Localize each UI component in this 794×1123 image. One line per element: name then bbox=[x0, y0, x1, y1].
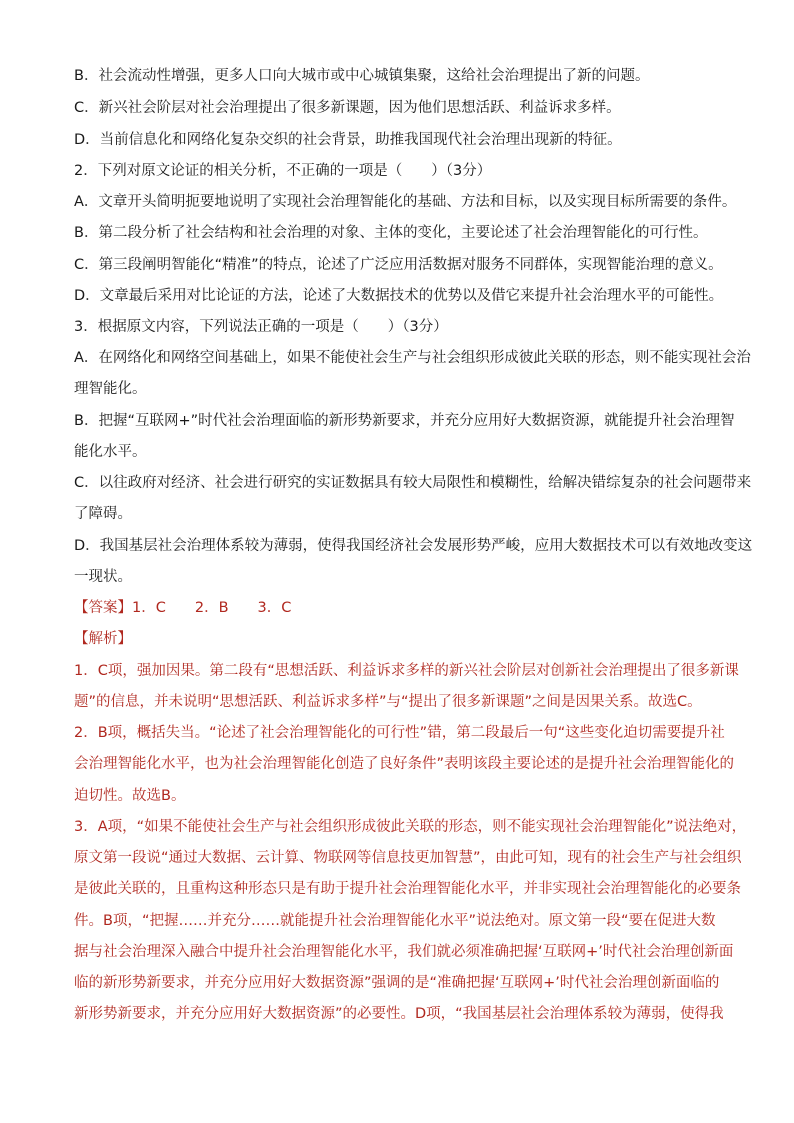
analysis-3-line7: 新形势新要求，并充分应用好大数据资源”的必要性。D项，“我国基层社会治理体系较为薄弱，使得我 bbox=[74, 1006, 724, 1022]
option-3d-line1: D．我国基层社会治理体系较为薄弱，使得我国经济社会发展形势严峻，应用大数据技术可以有效地改变这 bbox=[74, 538, 753, 554]
option-3a-line1: A．在网络化和网络空间基础上，如果不能使社会生产与社会组织形成彼此关联的形态，则不能实现社会治 bbox=[74, 350, 751, 366]
analysis-3-line6: 临的新形势新要求，并充分应用好大数据资源”强调的是“准确把握‘互联网+’时代社会治理创新面临的 bbox=[74, 975, 720, 991]
analysis-heading: 【解析】 bbox=[74, 631, 132, 647]
option-3c-line2: 了障碍。 bbox=[74, 506, 132, 522]
question-3-stem: 3．根据原文内容，下列说法正确的一项是（ ）（3分） bbox=[74, 319, 448, 335]
option-3b-line2: 能化水平。 bbox=[74, 444, 147, 460]
option-1c: C．新兴社会阶层对社会治理提出了很多新课题，因为他们思想活跃、利益诉求多样。 bbox=[74, 100, 621, 116]
answer-key: 【答案】1．C 2．B 3．C bbox=[74, 600, 292, 616]
option-2b: B．第二段分析了社会结构和社会治理的对象、主体的变化，主要论述了社会治理智能化的可行性。 bbox=[74, 225, 708, 241]
option-2d: D．文章最后采用对比论证的方法，论述了大数据技术的优势以及借它来提升社会治理水平的可能性。 bbox=[74, 288, 724, 304]
analysis-3-line1: 3．A项，“如果不能使社会生产与社会组织形成彼此关联的形态，则不能实现社会治理智能化”说法绝对， bbox=[74, 819, 747, 835]
analysis-1-line2: 题”的信息，并未说明“思想活跃、利益诉求多样”与“提出了很多新课题”之间是因果关系。故选C。 bbox=[74, 694, 702, 710]
option-2c: C．第三段阐明智能化“精准”的特点，论述了广泛应用活数据对服务不同群体，实现智能治理的意义。 bbox=[74, 257, 723, 273]
option-1d: D．当前信息化和网络化复杂交织的社会背景，助推我国现代社会治理出现新的特征。 bbox=[74, 132, 622, 148]
analysis-1-line1: 1．C项，强加因果。第二段有“思想活跃、利益诉求多样的新兴社会阶层对创新社会治理提出了很多新课 bbox=[74, 663, 739, 679]
option-3c-line1: C．以往政府对经济、社会进行研究的实证数据具有较大局限性和模糊性，给解决错综复杂的社会问题带来 bbox=[74, 475, 752, 491]
analysis-3-line5: 据与社会治理深入融合中提升社会治理智能化水平，我们就必须准确把握‘互联网+’时代社会治理创新面 bbox=[74, 944, 734, 960]
option-3a-line2: 理智能化。 bbox=[74, 381, 147, 397]
analysis-2-line1: 2．B项，概括失当。“论述了社会治理智能化的可行性”错，第二段最后一句“这些变化迫切需要提升社 bbox=[74, 725, 725, 741]
analysis-3-line3: 是彼此关联的，且重构这种形态只是有助于提升社会治理智能化水平，并非实现社会治理智能化的必要条 bbox=[74, 881, 741, 897]
option-3d-line2: 一现状。 bbox=[74, 569, 132, 585]
analysis-2-line3: 迫切性。故选B。 bbox=[74, 788, 186, 804]
option-3b-line1: B．把握“互联网+”时代社会治理面临的新形势新要求，并充分应用好大数据资源，就能提升社会治理智 bbox=[74, 413, 735, 429]
option-1b: B．社会流动性增强，更多人口向大城市或中心城镇集聚，这给社会治理提出了新的问题。 bbox=[74, 68, 650, 84]
question-2-stem: 2．下列对原文论证的相关分析，不正确的一项是（ ）（3分） bbox=[74, 163, 492, 179]
analysis-3-line4: 件。B项，“把握……并充分……就能提升社会治理智能化水平”说法绝对。原文第一段“要在促进大数 bbox=[74, 913, 716, 929]
analysis-3-line2: 原文第一段说“通过大数据、云计算、物联网等信息技更加智慧”，由此可知，现有的社会生产与社会组织 bbox=[74, 850, 742, 866]
option-2a: A．文章开头简明扼要地说明了实现社会治理智能化的基础、方法和目标，以及实现目标所需要的条件。 bbox=[74, 194, 737, 210]
analysis-2-line2: 会治理智能化水平，也为社会治理智能化创造了良好条件”表明该段主要论述的是提升社会治理智能化的 bbox=[74, 756, 735, 772]
